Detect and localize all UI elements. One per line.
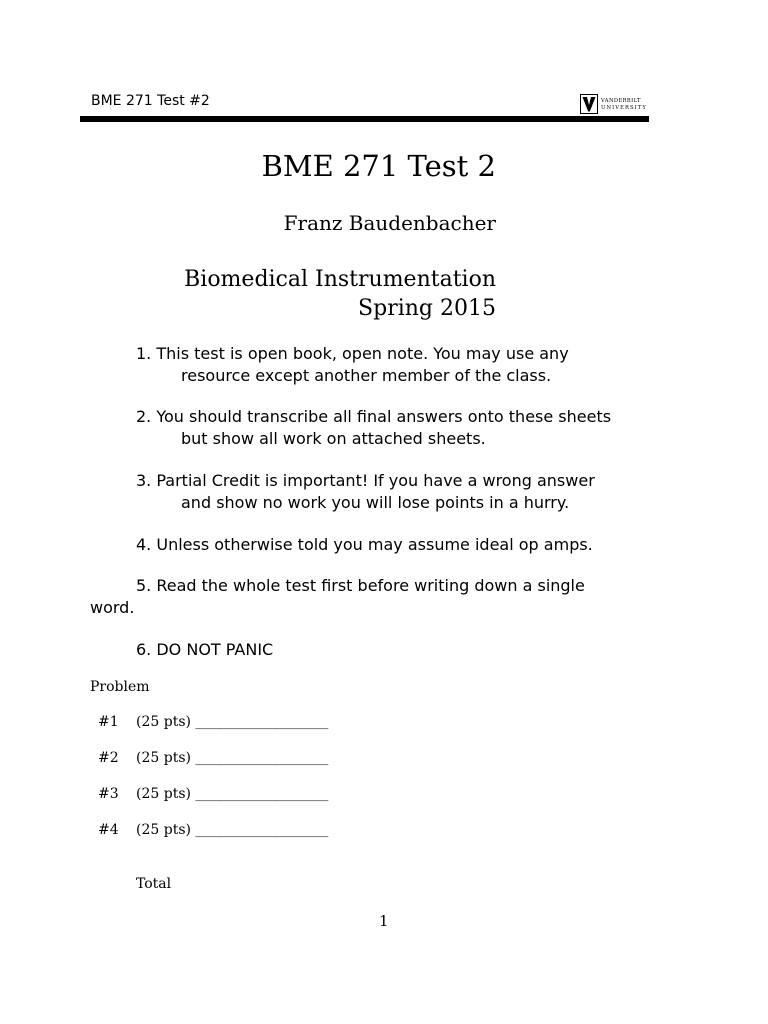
author-name: Franz Baudenbacher — [283, 211, 496, 235]
logo-line-2: UNIVERSITY — [601, 105, 647, 111]
instruction-item: 6. DO NOT PANIC — [136, 640, 274, 659]
problem-score-blank: (25 pts) ___________________ — [136, 822, 329, 838]
problem-score-blank: (25 pts) ___________________ — [136, 750, 329, 766]
logo-line-1: VANDERBILT — [601, 98, 641, 104]
problem-score-blank: (25 pts) ___________________ — [136, 786, 329, 802]
instruction-item: 3. Partial Credit is important! If you have a wrong answer and show no work you will lose points in a hurry. — [136, 471, 595, 512]
instruction-item: 5. Read the whole test first before writing down a single word. — [90, 576, 585, 617]
course-block — [184, 265, 496, 323]
total-label: Total — [136, 876, 172, 892]
page-number: 1 — [379, 912, 389, 930]
problem-number: #3 — [98, 786, 119, 802]
running-title: BME 271 Test #2 — [91, 93, 210, 109]
header-rule — [80, 116, 649, 122]
instruction-item: 1. This test is open book, open note. You may use any resource except another member of the class. — [136, 344, 569, 385]
problem-heading: Problem — [90, 679, 150, 695]
problem-number: #2 — [98, 750, 119, 766]
course-name: Biomedical Instrumentation — [184, 267, 496, 292]
instruction-item: 4. Unless otherwise told you may assume ideal op amps. — [136, 535, 593, 554]
document-title: BME 271 Test 2 — [261, 149, 496, 183]
vanderbilt-logo — [580, 94, 650, 114]
problem-number: #1 — [98, 714, 119, 730]
problem-score-blank: (25 pts) ___________________ — [136, 714, 329, 730]
problem-number: #4 — [98, 822, 119, 838]
instruction-item: 2. You should transcribe all final answers onto these sheets but show all work on attached sheets. — [136, 407, 612, 448]
course-term: Spring 2015 — [358, 296, 496, 321]
